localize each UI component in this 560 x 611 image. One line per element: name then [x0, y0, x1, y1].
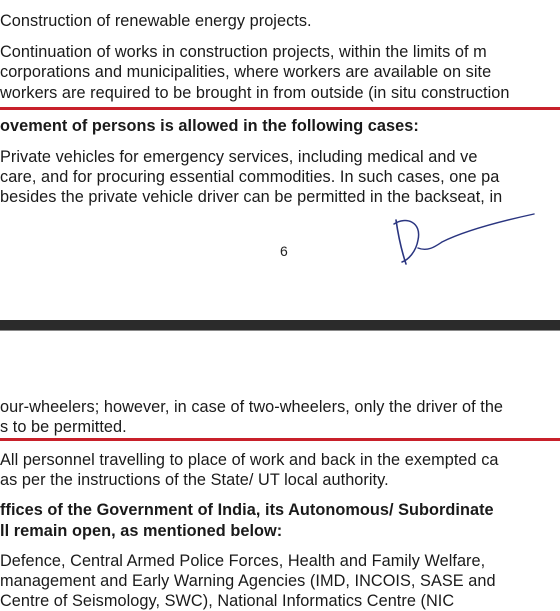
section-heading: ll remain open, as mentioned below: [0, 522, 283, 540]
text-line: Construction of renewable energy projects. [0, 12, 312, 30]
page-break-divider [0, 320, 560, 331]
section-heading: ffices of the Government of India, its Autonomous/ Subordinate [0, 501, 494, 519]
text-line: care, and for procuring essential commodities. In such cases, one pa [0, 168, 500, 186]
text-line: as per the instructions of the State/ UT local authority. [0, 471, 389, 489]
red-underline-rule [0, 107, 560, 110]
text-line: corporations and municipalities, where workers are available on site [0, 63, 492, 81]
section-heading: ovement of persons is allowed in the following cases: [0, 117, 419, 135]
signature-image [388, 212, 538, 268]
text-line: s to be permitted. [0, 418, 127, 436]
text-line: management and Early Warning Agencies (IMD, INCOIS, SASE and [0, 572, 496, 590]
red-underline-rule [0, 438, 560, 441]
text-line: our-wheelers; however, in case of two-wheelers, only the driver of the [0, 398, 504, 416]
text-line: Centre of Seismology, SWC), National Informatics Centre (NIC [0, 592, 455, 610]
text-line: Continuation of works in construction projects, within the limits of m [0, 43, 487, 61]
text-line: Private vehicles for emergency services, including medical and ve [0, 148, 478, 166]
text-line: Defence, Central Armed Police Forces, Health and Family Welfare, [0, 552, 486, 570]
page-number: 6 [280, 243, 288, 259]
text-line: All personnel travelling to place of work and back in the exempted ca [0, 451, 499, 469]
text-line: workers are required to be brought in from outside (in situ construction [0, 84, 510, 102]
text-line: besides the private vehicle driver can be permitted in the backseat, in [0, 188, 503, 206]
